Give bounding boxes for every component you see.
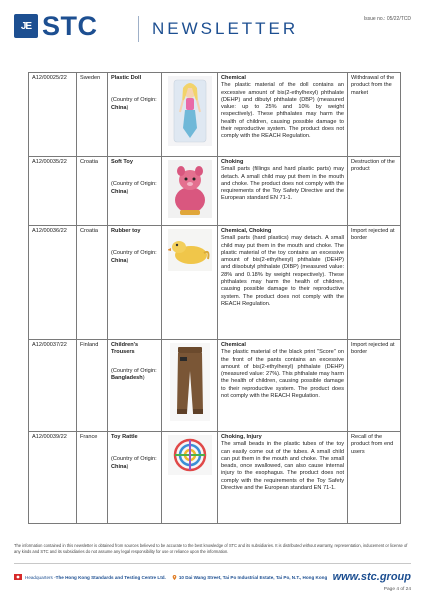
country-of-origin: (Country of Origin: Bangladesh): [111, 367, 157, 381]
risk-cell: [218, 432, 348, 524]
page-number: Page 4 of 24: [383, 587, 411, 592]
reference-number: A12/00025/22: [29, 73, 77, 157]
product-photo-cell: [162, 73, 218, 157]
risk-description: The plastic material of the black print "Score" on the front of the pants contains an excessive amount of bis(2-ethylhexyl) phthalate (DEHP) (measured value: 27%). This phthalate may harm the health of children, causing possible damage to their reproductive system. The product does not comply with the REACH Regulation.: [221, 349, 344, 400]
product-cell: [108, 157, 162, 226]
product-cell: [108, 226, 162, 340]
risk-description: Small parts (hard plastics) may detach. A small child may put them in the mouth and choke. The plastic material of the toy contains an excessive amount of bis(2-ethylhexyl) phthalate (DEHP) and diisobutyl phthalate (DIBP) (measured value: 28% and 0.18% by weight respectively). These phthalates may harm the health of children, causing possible damage to their reproductive system. The product does not comply with the REACH Regulation.: [221, 235, 344, 307]
risk-type: Chemical: [221, 342, 246, 348]
page-header: [0, 0, 425, 62]
risk-cell: [218, 157, 348, 226]
country-of-origin: (Country of Origin: China): [111, 456, 157, 470]
country-of-origin: (Country of Origin: China): [111, 250, 157, 264]
hong-kong-flag-icon: [14, 574, 22, 580]
location-pin-icon: [172, 575, 177, 580]
footer-divider: [14, 563, 411, 564]
logo-text: STC: [42, 11, 98, 41]
website-link[interactable]: www.stc.group: [332, 571, 411, 583]
notifying-country: Croatia: [77, 157, 108, 226]
product-name: Children's Trousers: [111, 342, 139, 356]
table-row: [29, 73, 401, 157]
reference-number: A12/00035/22: [29, 157, 77, 226]
product-cell: [108, 73, 162, 157]
logo-mark: JE: [14, 14, 38, 38]
product-name: Soft Toy: [111, 159, 133, 165]
recall-table: [28, 72, 401, 524]
product-photo-cell: [162, 157, 218, 226]
country-of-origin: (Country of Origin: China): [111, 181, 157, 195]
product-cell: [108, 432, 162, 524]
product-photo-cell: [162, 226, 218, 340]
hq-address: 10 Dai Wang Street, Tai Po Industrial Estate, Tai Po, N.T., Hong Kong: [178, 574, 328, 580]
hq-label: Headquarters -: [25, 574, 56, 580]
risk-description: The small beads in the plastic tubes of the toy can easily come out of the tubes. A small child can put them in the mouth and choke. The small beads, once swallowed, can also cause internal injury to the esophagus. The product does not comply with the requirements of the Toy Safety Directive and the European standard EN 71-1.: [221, 441, 344, 492]
reference-number: A12/00036/22: [29, 226, 77, 340]
product-photo-cell: [162, 340, 218, 432]
rattle-image: [168, 435, 212, 475]
table-row: [29, 340, 401, 432]
risk-type: Choking: [221, 159, 244, 165]
risk-cell: [218, 226, 348, 340]
soft-toy-image: [168, 160, 212, 218]
product-name: Rubber toy: [111, 228, 141, 234]
notifying-country: France: [77, 432, 108, 524]
measure-taken: Withdrawal of the product from the market: [348, 73, 401, 157]
table-row: [29, 157, 401, 226]
table-row: [29, 226, 401, 340]
notifying-country: Croatia: [77, 226, 108, 340]
trousers-image: [170, 343, 210, 421]
measure-taken: Import rejected at border: [348, 340, 401, 432]
risk-description: Small parts (fillings and hard plastic parts) may detach. A small child may put them in the mouth and choke. The product does not comply with the requirements of the Toy Safety Directive and the European standard EN 71-1.: [221, 166, 344, 202]
rubber-toy-image: [168, 229, 212, 271]
stc-logo: [14, 11, 98, 41]
country-of-origin: (Country of Origin: China): [111, 97, 157, 111]
disclaimer-text: The information contained in this newsletter is obtained from sources believed to be accurate to the best knowledge of STC and its subsidiaries. It is distributed without warranty, representation, inducement or license of any kinds and STC and its subsidiaries do not assume any legal responsibility for use or reliance upon the information.: [14, 543, 408, 554]
product-name: Toy Rattle: [111, 434, 138, 440]
risk-description: The plastic material of the doll contains an excessive amount of bis(2-ethylhexyl) phthalate (DEHP) and dibutyl phthalate (DBP) (measured value: up to 25% and 10% by weight respectively). These phthalates may harm the health of children, causing possible damage to their reproductive system. The product does not comply with the REACH Regulation.: [221, 82, 344, 140]
product-photo-cell: [162, 432, 218, 524]
measure-taken: Recall of the product from end users: [348, 432, 401, 524]
product-name: Plastic Doll: [111, 75, 142, 81]
measure-taken: Destruction of the product: [348, 157, 401, 226]
product-cell: [108, 340, 162, 432]
risk-type: Choking, Injury: [221, 434, 262, 440]
notifying-country: Finland: [77, 340, 108, 432]
risk-type: Chemical, Choking: [221, 228, 272, 234]
headquarters-info: [14, 574, 327, 580]
newsletter-title: NEWSLETTER: [152, 19, 299, 38]
doll-image: [168, 76, 212, 146]
reference-number: A12/00037/22: [29, 340, 77, 432]
issue-number: Issue no.: 05/22/TCD: [363, 16, 411, 22]
reference-number: A12/00039/22: [29, 432, 77, 524]
measure-taken: Import rejected at border: [348, 226, 401, 340]
table-row: [29, 432, 401, 524]
notifying-country: Sweden: [77, 73, 108, 157]
header-divider: [138, 16, 139, 42]
risk-cell: [218, 340, 348, 432]
risk-type: Chemical: [221, 75, 246, 81]
risk-cell: [218, 73, 348, 157]
hq-name: The Hong Kong Standards and Testing Centre Ltd.: [55, 574, 166, 580]
